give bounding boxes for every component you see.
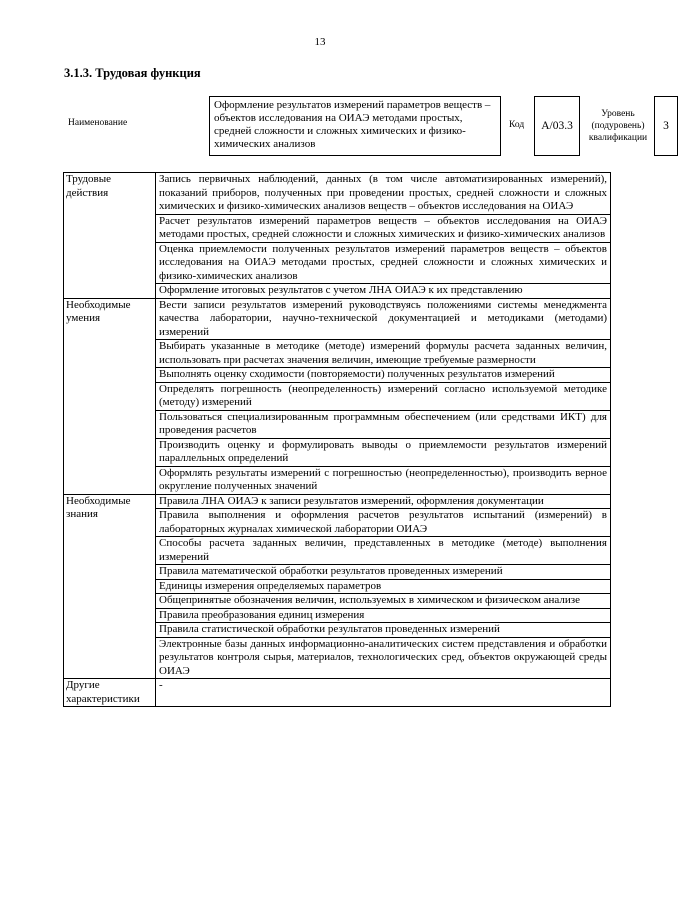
table-cell: Электронные базы данных информационно-аналитических систем представления и обработки результатов контроля сырья, материалов, технологических сред, объектов окружающей среды ОИАЭ <box>156 637 611 679</box>
table-cell: Пользоваться специализированным программным обеспечением (или средствами ИКТ) для проведения расчетов <box>156 410 611 438</box>
table-cell: Правила ЛНА ОИАЭ к записи результатов измерений, оформления документации <box>156 494 611 509</box>
table-cell: Правила математической обработки результатов проведенных измерений <box>156 565 611 580</box>
table-cell: Единицы измерения определяемых параметров <box>156 579 611 594</box>
table-cell: Запись первичных наблюдений, данных (в том числе автоматизированных измерений), показаний приборов, полученных при проведении простых, средней сложности и сложных химических и физико-химических анализов веществ – объектов исследования на ОИАЭ <box>156 173 611 215</box>
required-skills-label: Необходимые умения <box>64 298 156 494</box>
table-cell: - <box>156 679 611 707</box>
table-row <box>64 494 611 509</box>
table-row <box>64 679 611 707</box>
required-knowledge-label: Необходимые знания <box>64 494 156 679</box>
name-value: Оформление результатов измерений параметров веществ – объектов исследования на ОИАЭ методами простых, средней сложности и сложных химических и физико-химических анализов <box>209 96 501 156</box>
table-cell: Выполнять оценку сходимости (повторяемости) полученных результатов измерений <box>156 368 611 383</box>
table-cell: Производить оценку и формулировать выводы о приемлемости результатов измерений параллельных определений <box>156 438 611 466</box>
table-cell: Способы расчета заданных величин, представленных в методике (методе) выполнения измерений <box>156 537 611 565</box>
code-value: A/03.3 <box>534 96 580 156</box>
table-cell: Вести записи результатов измерений руководствуясь положениями системы менеджмента качества лаборатории, научно-технической документацией и методиками (методами) измерений <box>156 298 611 340</box>
table-cell: Определять погрешность (неопределенность) измерений согласно используемой методике (методу) измерений <box>156 382 611 410</box>
level-value: 3 <box>654 96 678 156</box>
table-cell: Расчет результатов измерений параметров веществ – объектов исследования на ОИАЭ методами простых, средней сложности и сложных химических и физико-химических анализов <box>156 214 611 242</box>
other-label: Другие характеристики <box>64 679 156 707</box>
table-row <box>64 173 611 215</box>
table-cell: Оформлять результаты измерений с погрешностью (неопределенностью), производить верное округление полученных значений <box>156 466 611 494</box>
page-number: 13 <box>314 36 326 48</box>
table-cell: Оценка приемлемости полученных результатов измерений параметров веществ – объектов исследования на ОИАЭ методами простых, средней сложности и сложных химических и физико-химических анализов <box>156 242 611 284</box>
table-cell: Правила статистической обработки результатов проведенных измерений <box>156 623 611 638</box>
labor-actions-label: Трудовые действия <box>64 173 156 299</box>
name-label: Наименование <box>68 118 128 128</box>
table-cell: Общепринятые обозначения величин, используемых в химическом и физическом анализе <box>156 594 611 609</box>
table-cell: Выбирать указанные в методике (методе) измерений формулы расчета заданных величин, использовать при расчетах значения величин, имеющие требуемые размерности <box>156 340 611 368</box>
function-header <box>64 96 669 160</box>
function-table <box>63 172 611 707</box>
table-cell: Правила преобразования единиц измерения <box>156 608 611 623</box>
table-cell: Правила выполнения и оформления расчетов результатов испытаний (измерений) в лабораторных журналах химической лаборатории ОИАЭ <box>156 509 611 537</box>
table-cell: Оформление итоговых результатов с учетом ЛНА ОИАЭ к их представлению <box>156 284 611 299</box>
table-row <box>64 298 611 340</box>
section-title: 3.1.3. Трудовая функция <box>64 66 201 80</box>
level-label: Уровень (подуровень) квалификации <box>588 109 648 143</box>
code-label: Код <box>509 120 525 130</box>
